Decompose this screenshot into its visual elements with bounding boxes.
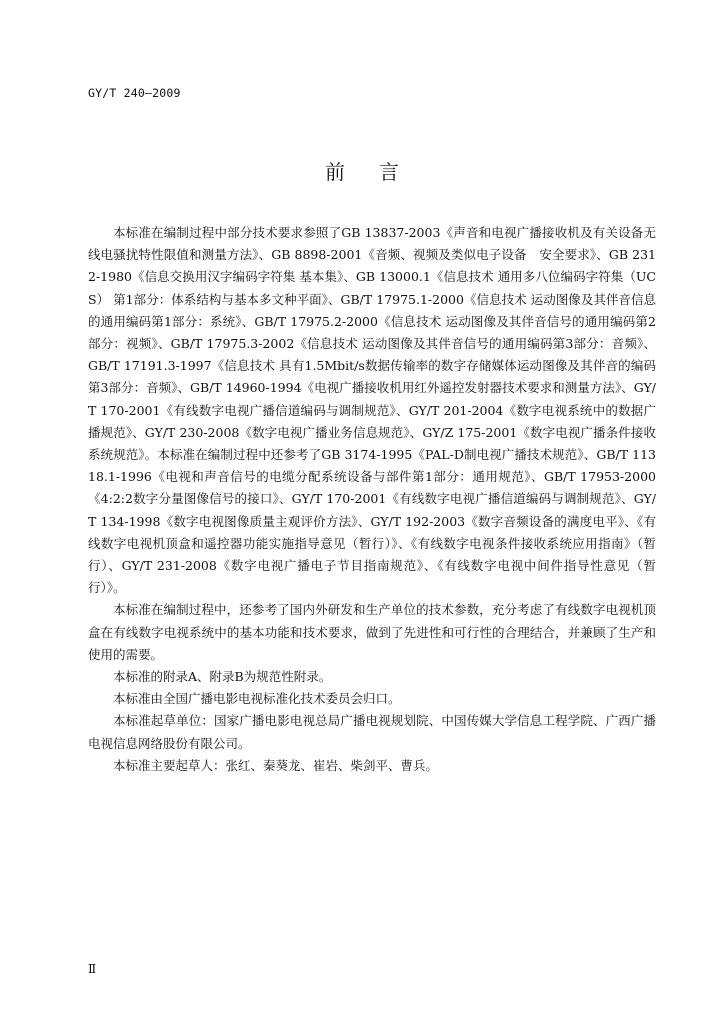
paragraph-considerations: 本标准在编制过程中，还参考了国内外研发和生产单位的技术参数，充分考虑了有线数字电视机顶盒在有线数字电视系统中的基本功能和技术要求，做到了先进性和可行性的合理结合，并兼顾了生产和使用的需要。 [88, 602, 656, 662]
paragraph-drafting-units: 本标准起草单位：国家广播电影电视总局广播电视规划院、中国传媒大学信息工程学院、广西广播电视信息网络股份有限公司。 [88, 713, 656, 751]
paragraph-drafters: 本标准主要起草人：张红、秦葵龙、崔岩、柴剑平、曹兵。 [113, 757, 439, 773]
page-title: 前言 [325, 160, 433, 184]
paragraph-committee: 本标准由全国广播电影电视标准化技术委员会归口。 [113, 691, 401, 707]
paragraph-appendix: 本标准的附录A、附录B为规范性附录。 [113, 669, 332, 685]
paragraph-references: 本标准在编制过程中部分技术要求参照了GB 13837-2003《声音和电视广播接收机及有关设备无线电骚扰特性限值和测量方法》、GB 8898-2001《音频、视频及类似电子设备 安全要求》、GB 2312-1980《信息交换用汉字编码字符集 基本集》、GB 13000.1《信息技术 通用多八位编码字符集（UCS） 第1部分：体系结构与基本多文种平面》、GB/T 17975.1-2000《信息技术 运动图像及其伴音信息的通用编码第1部分：系统》、GB/T 17975.2-2000《信息技术 运动图像及其伴音信号的通用编码第2部分：视频》、GB/T 17975.3-2002《信息技术 运动图像及其伴音信号的通用编码第3部分：音频》、GB/T 17191.3-1997《信息技术 具有1.5Mbit/s数据传输率的数字存储媒体运动图像及其伴音的编码 第3部分：音频》、GB/T 14960-1994《电视广播接收机用红外遥控发射器技术要求和测量方法》、GY/T 170-2001《有线数字电视广播信道编码与调制规范》、GY/T 201-2004《数字电视系统中的数据广播规范》、GY/T 230-2008《数字电视广播业务信息规范》、GY/Z 175-2001《数字电视广播条件接收系统规范》。本标准在编制过程中还参考了GB 3174-1995《PAL-D制电视广播技术规范》、GB/T 11318.1-1996《电视和声音信号的电缆分配系统设备与部件第1部分：通用规范》、GB/T 17953-2000《4:2:2数字分量图像信号的接口》、GY/T 170-2001《有线数字电视广播信道编码与调制规范》、GY/T 134-1998《数字电视图像质量主观评价方法》、GY/T 192-2003《数字音频设备的满度电平》、《有线数字电视机顶盒和遥控器功能实施指导意见（暂行）》、《有线数字电视条件接收系统应用指南》（暂行）、GY/T 231-2008《数字电视广播电子节目指南规范》、《有线数字电视中间件指导性意见（暂行）》。 [88, 225, 656, 596]
page-number: Ⅱ [88, 962, 97, 976]
document-code: GY/T 240—2009 [88, 86, 181, 100]
foreword-body [88, 222, 656, 777]
